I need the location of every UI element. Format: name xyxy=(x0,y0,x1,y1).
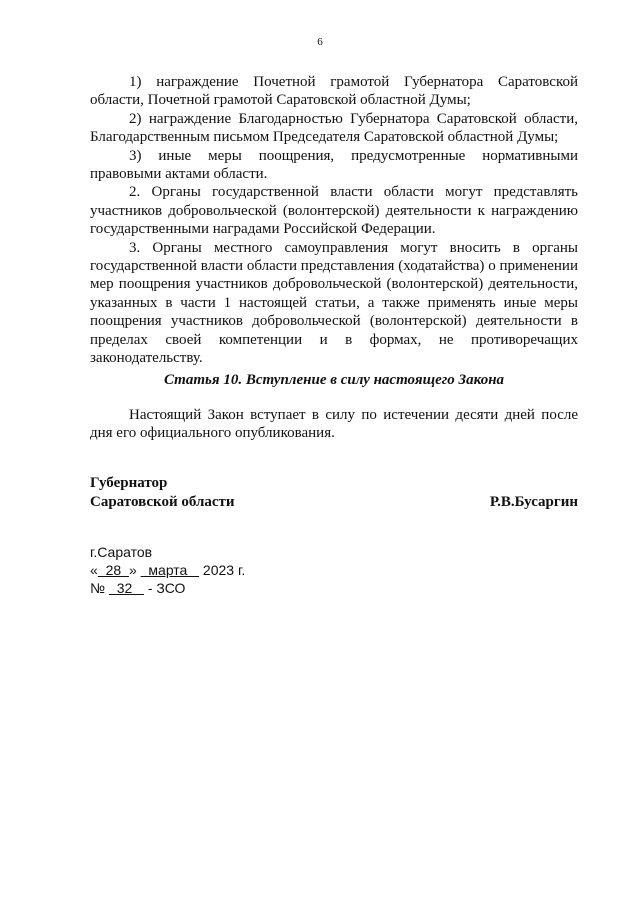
paragraph-other-incentives: 3) иные меры поощрения, предусмотренные нормативными правовыми актами области. xyxy=(90,147,578,183)
signatory-position-line2: Саратовской области xyxy=(90,494,235,510)
signature-row-1 xyxy=(90,474,578,493)
number-sign: № xyxy=(90,580,106,596)
adoption-date xyxy=(90,561,245,579)
paragraph-award-governor-certificate: 1) награждение Почетной грамотой Губернатора Саратовской области, Почетной грамотой Саратовской областной Думы; xyxy=(90,74,578,109)
adoption-number xyxy=(90,579,245,597)
law-number: 32 xyxy=(108,580,144,596)
date-day: 28 xyxy=(97,562,129,578)
date-close-quote: » xyxy=(128,562,137,578)
date-open-quote: « xyxy=(90,562,98,578)
date-year: 2023 г. xyxy=(202,562,246,578)
paragraph-award-gratitude: 2) награждение Благодарностью Губернатора Саратовской области, Благодарственным письмом Председателя Саратовской областной Думы; xyxy=(90,110,578,146)
adoption-city: г.Саратов xyxy=(90,544,153,560)
article-10-heading: Статья 10. Вступление в силу настоящего Закона xyxy=(163,372,505,388)
paragraph-local-government: 3. Органы местного самоуправления могут вносить в органы государственной власти области представления (ходатайства) о применении мер поощрения участников добровольческой (волонтерской) деятельности, указанных в части 1 настоящей статьи, а также применять иные меры поощрения участников добровольческой (волонтерской) деятельности в пределах своей компетенции и в формах, не противоречащих законодательству. xyxy=(90,239,578,367)
signature-block xyxy=(90,474,578,512)
paragraph-state-awards: 2. Органы государственной власти области могут представлять участников добровольческой (волонтерской) деятельности к награждению государственными наградами Российской Федерации. xyxy=(90,184,578,238)
signature-row-2 xyxy=(90,493,578,512)
number-suffix: - ЗСО xyxy=(147,580,186,596)
adoption-details xyxy=(90,543,245,597)
date-month: марта xyxy=(140,562,200,578)
document-body xyxy=(90,73,578,368)
page-number: 6 xyxy=(317,36,323,48)
signatory-position-line1: Губернатор xyxy=(90,475,168,491)
signatory-name: Р.В.Бусаргин xyxy=(489,494,578,510)
article-10-text: Настоящий Закон вступает в силу по истечении десяти дней после дня его официального опубликования. xyxy=(90,407,578,442)
article-10-body xyxy=(90,406,578,443)
